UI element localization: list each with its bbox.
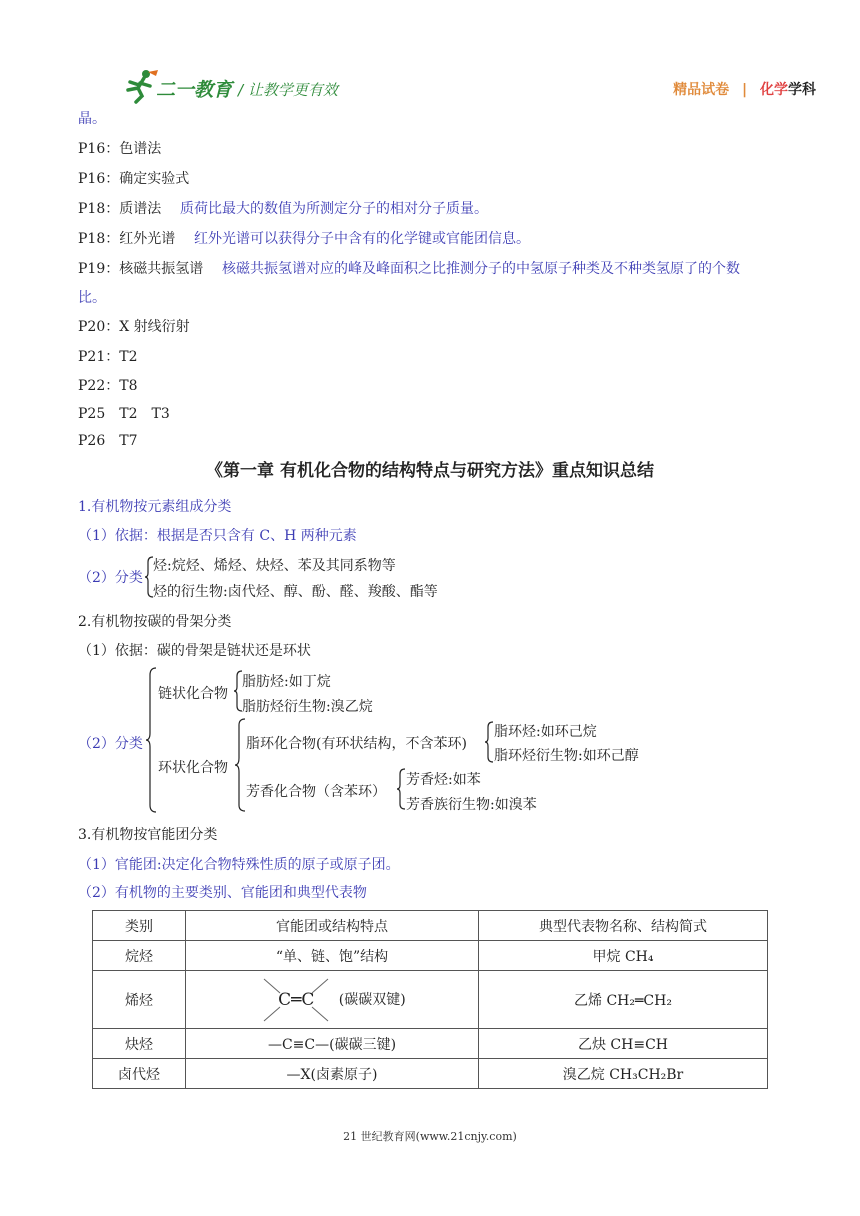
table-cell-functional-group bbox=[186, 971, 479, 1029]
table-cell-category: 烯烃 bbox=[93, 971, 186, 1029]
s2-heading-text: 2.有机物按碳的骨架分类 bbox=[78, 614, 232, 630]
logo bbox=[120, 68, 370, 106]
s1-basis: （1）依据：根据是否只含有 C、H 两种元素 bbox=[78, 528, 357, 544]
s3-heading bbox=[78, 824, 217, 844]
table-cell-functional-group: —C≡C—(碳碳三键) bbox=[186, 1029, 479, 1059]
s1-item1: 烃:烷烃、烯烃、炔烃、苯及其同系物等 bbox=[153, 558, 396, 574]
s2-aromatic: 芳香化合物（含苯环） bbox=[246, 784, 386, 800]
s2-alicyclic: 脂环化合物(有环状结构，不含苯环) bbox=[246, 736, 467, 752]
table-cell-representative: 溴乙烷 CH₃CH₂Br bbox=[479, 1059, 768, 1089]
s2-aromatic2: 芳香族衍生物:如溴苯 bbox=[406, 797, 537, 813]
note-p20: P20：X 射线衍射 bbox=[78, 319, 190, 335]
note-p26: P26 T7 bbox=[78, 433, 138, 449]
table-cell-functional-group: —X(卤素原子) bbox=[186, 1059, 479, 1089]
badge-divider: | bbox=[742, 82, 748, 98]
logo-text: 二一教育 bbox=[156, 79, 233, 101]
s2-ring-brace-icon bbox=[234, 718, 246, 812]
table-header-cell: 类别 bbox=[93, 911, 186, 941]
table-header-cell: 官能团或结构特点 bbox=[186, 911, 479, 941]
header-badge bbox=[673, 79, 816, 99]
functional-group-table bbox=[92, 910, 768, 1089]
note-p16a: P16：色谱法 bbox=[78, 141, 162, 157]
table-cell-representative: 乙炔 CH≡CH bbox=[479, 1029, 768, 1059]
table-row bbox=[93, 971, 768, 1029]
s2-chain2: 脂肪烃衍生物:溴乙烷 bbox=[242, 699, 373, 715]
note-p19-tail: 比。 bbox=[78, 290, 106, 306]
double-bond-structure-icon bbox=[258, 975, 334, 1025]
note-p18b bbox=[78, 228, 530, 248]
subject-black: 学科 bbox=[788, 82, 816, 98]
s2-ring: 环状化合物 bbox=[158, 760, 228, 776]
badge-label: 精品试卷 bbox=[673, 82, 730, 98]
table-row bbox=[93, 1059, 768, 1089]
s2-cls-label: （2）分类 bbox=[78, 736, 143, 752]
s2-heading bbox=[78, 611, 231, 631]
table-cell-representative: 甲烷 CH₄ bbox=[479, 941, 768, 971]
note-p18b-label: P18：红外光谱 bbox=[78, 231, 176, 247]
s1-heading bbox=[78, 496, 231, 516]
s3-def: （1）官能团:决定化合物特殊性质的原子或原子团。 bbox=[78, 857, 400, 873]
note-p18a bbox=[78, 198, 488, 218]
table-row bbox=[93, 1029, 768, 1059]
note-p18b-desc: 红外光谱可以获得分子中含有的化学键或官能团信息。 bbox=[194, 231, 530, 247]
table-header-cell: 典型代表物名称、结构简式 bbox=[479, 911, 768, 941]
note-p18a-label: P18：质谱法 bbox=[78, 201, 162, 217]
note-p25: P25 T2 T3 bbox=[78, 406, 170, 422]
note-p22: P22：T8 bbox=[78, 378, 138, 394]
double-bond-symbol: C═C bbox=[278, 989, 315, 1010]
s2-aromatic1: 芳香烃:如苯 bbox=[406, 772, 481, 788]
s2-alicyclic-brace-icon bbox=[484, 721, 494, 763]
s1-cls-label: （2）分类 bbox=[78, 570, 143, 586]
s3-table-caption: （2）有机物的主要类别、官能团和典型代表物 bbox=[78, 885, 367, 901]
s1-item2: 烃的衍生物:卤代烃、醇、酚、醛、羧酸、酯等 bbox=[153, 584, 438, 600]
note-p19 bbox=[78, 258, 740, 278]
s2-basis: （1）依据：碳的骨架是链状还是环状 bbox=[78, 643, 311, 659]
note-p18a-desc: 质荷比最大的数值为所测定分子的相对分子质量。 bbox=[180, 201, 488, 217]
double-bond-desc: (碳碳双键) bbox=[338, 991, 406, 1008]
s2-alicyclic2: 脂环烃衍生物:如环己醇 bbox=[494, 748, 639, 764]
table-cell-representative: 乙烯 CH₂═CH₂ bbox=[479, 971, 768, 1029]
subject-red: 化学 bbox=[760, 82, 788, 98]
table-cell-functional-group: “单、链、饱”结构 bbox=[186, 941, 479, 971]
note-p19-label: P19：核磁共振氢谱 bbox=[78, 261, 204, 277]
table-cell-category: 炔烃 bbox=[93, 1029, 186, 1059]
page-footer: 21 世纪教育网(www.21cnjy.com) bbox=[343, 1130, 517, 1143]
table-row bbox=[93, 941, 768, 971]
s1-heading-text: 1.有机物按元素组成分类 bbox=[78, 499, 232, 515]
s2-chain1: 脂肪烃:如丁烷 bbox=[242, 674, 331, 690]
s2-chain: 链状化合物 bbox=[158, 686, 228, 702]
note-p21: P21：T2 bbox=[78, 349, 138, 365]
note-p19-desc: 核磁共振氢谱对应的峰及峰面积之比推测分子的中氢原子种类及不种类氢原了的个数 bbox=[222, 261, 740, 277]
s2-big-brace-icon bbox=[145, 667, 157, 813]
slogan: / 让教学更有效 bbox=[238, 81, 338, 99]
s2-aromatic-brace-icon bbox=[396, 768, 406, 810]
table-cell-category: 卤代烃 bbox=[93, 1059, 186, 1089]
table-cell-category: 烷烃 bbox=[93, 941, 186, 971]
summary-title: 《第一章 有机化合物的结构特点与研究方法》重点知识总结 bbox=[206, 461, 654, 481]
s2-alicyclic1: 脂环烃:如环己烷 bbox=[494, 724, 597, 740]
table-header-row bbox=[93, 911, 768, 941]
note-p16b: P16：确定实验式 bbox=[78, 171, 190, 187]
s3-heading-text: 3.有机物按官能团分类 bbox=[78, 827, 218, 843]
crystal-tail: 晶。 bbox=[78, 111, 106, 127]
